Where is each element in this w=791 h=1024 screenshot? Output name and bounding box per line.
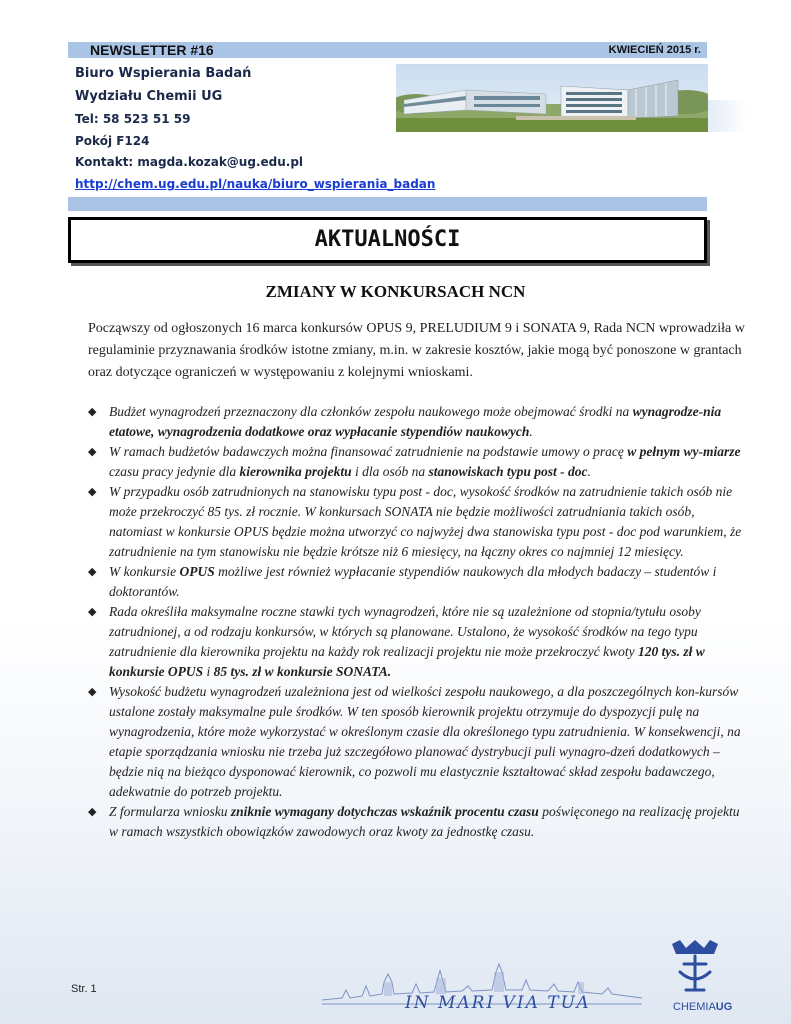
bullet-emphasis: zniknie wymagany dotychczas wskaźnik procentu czasu [230,804,539,819]
bullet-text: Rada określiła maksymalne roczne stawki tych wynagrodzeń, które nie są uzależnione od stopnia/tytułu osoby zatrudnionej, a od rodzaju konkursów, w których są planowane. Ustalono, że wysokość środków na tego typu zatrudnienie dla kierownika projektu na każdy rok realizacji projektu nie może przekroczyć kwoty [109,604,701,659]
bullet-text: i dla osób na [351,464,429,479]
bullet-emphasis: stanowiskach typu post - doc [428,464,588,479]
bullet-emphasis: 85 tys. zł w konkursie SONATA. [213,664,392,679]
header-band [68,42,707,58]
bullet-emphasis: OPUS [179,564,215,579]
diamond-bullet-icon: ◆ [88,606,97,618]
section-title: AKTUALNOŚCI [314,227,461,252]
photo-fade [708,100,748,132]
article-bullet-list [88,402,746,842]
diamond-bullet-icon: ◆ [88,686,97,698]
diamond-bullet-icon: ◆ [88,566,97,578]
bullet-text: Wysokość budżetu wynagrodzeń uzależniona jest od wielkości zespołu naukowego, a dla poszczególnych kon-kursów ustalone zostały maksymalne pule środków. W ten sposób kierownik projektu otrzymuje do dyspozycji pulę na wynagrodzenia, które może wykorzystać w określonym czasie dla określonego typu zatrudnienia. W konsekwencji, na etapie sporządzania wniosku nie trzeba już szczegółowo planować dystrybucji puli wynagro-dzeń dodatkowych – będzie nią na bieżąco dysponować kierownik, co pozwoli mu elastycznie kształtować skład zespołu badawczego, adekwatnie do potrzeb projektu. [109,684,741,799]
bullet-emphasis: kierownika projektu [239,464,352,479]
bullet-text: czasu pracy jedynie dla [109,464,240,479]
bullet-text: możliwe jest również wypłacanie stypendiów naukowych dla młodych badaczy – studentów i doktorantów. [109,564,717,599]
diamond-bullet-icon: ◆ [88,406,97,418]
logo-suffix: UG [715,1001,733,1013]
office-name: Biuro Wspierania Badań [75,66,252,81]
list-item [88,802,746,842]
bullet-text: W przypadku osób zatrudnionych na stanowisku typu post - doc, wysokość środków na zatrudnienie takich osób nie może przekroczyć 85 tys. zł rocznie. W konkursach SONATA nie będzie możliwości zatrudniania takich osób, natomiast w konkursie OPUS będzie można utworzyć co najwyżej dwa stanowiska typu post - doc pod warunkiem, że zatrudnienie na tym stanowisku nie będzie krótsze niż 6 miesięcy, na łączny okres co najmniej 12 miesięcy. [109,484,742,559]
faculty-building-photo [396,64,708,132]
chemia-ug-logo-text [673,1001,732,1013]
section-title-box [68,217,707,263]
room-number: Pokój F124 [75,134,150,148]
bullet-emphasis: 120 tys. zł w konkursie OPUS [109,644,705,679]
bullet-text: Budżet wynagrodzeń przeznaczony dla członków zespołu naukowego może obejmować środki na [109,404,633,419]
article-heading: ZMIANY W KONKURSACH NCN [265,282,526,301]
city-motto: IN MARI VIA TUA [405,993,591,1013]
list-item [88,602,746,682]
diamond-bullet-icon: ◆ [88,446,97,458]
list-item [88,562,746,602]
bullet-text: W ramach budżetów badawczych można finansować zatrudnienie na podstawie umowy o pracę [109,444,628,459]
bullet-text: . [587,464,591,479]
bullet-text: W konkursie [109,564,180,579]
bullet-emphasis: wynagrodze-nia etatowe, wynagrodzenia dodatkowe oraz wypłacanie stypendiów naukowych [109,404,722,439]
logo-word: CHEMIA [673,1001,716,1013]
article-intro: Począwszy od ogłoszonych 16 marca konkursów OPUS 9, PRELUDIUM 9 i SONATA 9, Rada NCN wprowadziła w regulaminie przyznawania środków istotne zmiany, m.in. w zakresie kosztów, jakie mogą być ponoszone w grantach oraz dotyczące ograniczeń w występowaniu z kolejnymi wnioskami. [88,321,745,380]
list-item [88,402,746,442]
bullet-emphasis: w pełnym wy-miarze [627,444,741,459]
bullet-text: poświęconego na realizację projektu w ramach wszystkich obowiązków zawodowych oraz kwoty za jednostkę czasu. [109,804,740,839]
newsletter-date: KWIECIEŃ 2015 r. [608,44,701,56]
faculty-name: Wydziału Chemii UG [75,89,223,104]
header-band-lower [68,197,707,211]
phone-number: Tel: 58 523 51 59 [75,112,191,126]
list-item [88,682,746,802]
diamond-bullet-icon: ◆ [88,486,97,498]
newsletter-number: NEWSLETTER #16 [90,42,214,58]
list-item [88,482,746,562]
office-website-link[interactable]: http://chem.ug.edu.pl/nauka/biuro_wspierania_badan [75,177,436,191]
list-item [88,442,746,482]
chemia-ug-logo-icon [664,938,726,1000]
bullet-text: Z formularza wniosku [109,804,231,819]
page-number: Str. 1 [71,983,97,995]
contact-email: Kontakt: magda.kozak@ug.edu.pl [75,155,304,169]
diamond-bullet-icon: ◆ [88,806,97,818]
bullet-text: i [203,664,214,679]
bullet-text: . [529,424,533,439]
